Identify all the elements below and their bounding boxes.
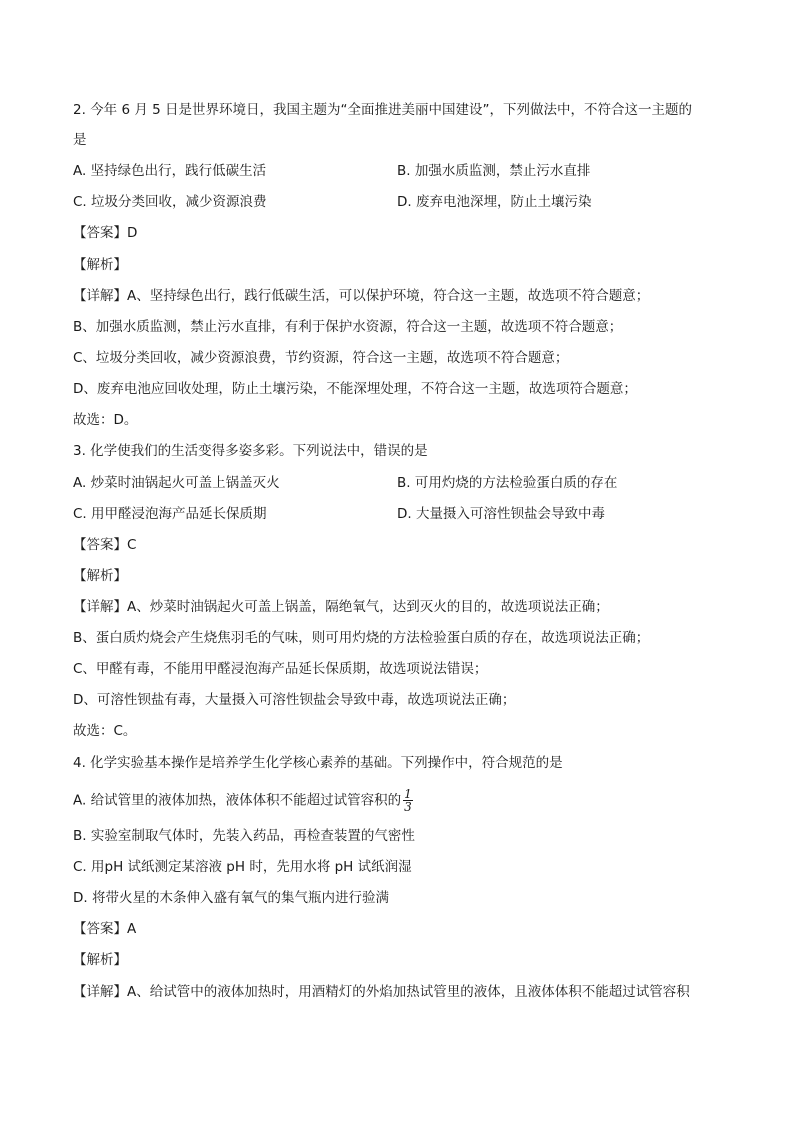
q2-detail-2: B、加强水质监测，禁止污水直排，有利于保护水资源，符合这一主题，故选项不符合题意；: [73, 319, 623, 335]
q3-analysis-label: 【解析】: [73, 568, 127, 584]
q3-detail-3: C、甲醛有毒，不能用甲醛浸泡海产品延长保质期，故选项说法错误；: [73, 661, 488, 677]
fraction-denominator: 3: [404, 800, 412, 814]
q3-answer: 【答案】C: [73, 537, 137, 553]
q4-analysis-label: 【解析】: [73, 952, 127, 968]
q4-option-a: [73, 788, 413, 813]
q3-conclusion: 故选：C。: [73, 723, 137, 739]
q2-stem-line2: 是: [73, 132, 87, 148]
fraction-numerator: 1: [404, 787, 412, 801]
q2-detail-4: D、废弃电池应回收处理，防止土壤污染，不能深埋处理，不符合这一主题，故选项符合题意；: [73, 381, 637, 397]
q3-detail-1: 【详解】A、炒菜时油锅起火可盖上锅盖，隔绝氧气，达到灭火的目的，故选项说法正确；: [73, 599, 609, 615]
q2-option-a: A. 坚持绿色出行，践行低碳生活: [73, 163, 267, 179]
q4-stem: 4. 化学实验基本操作是培养学生化学核心素养的基础。下列操作中，符合规范的是: [73, 755, 563, 771]
q2-option-b: B. 加强水质监测，禁止污水直排: [397, 163, 591, 179]
q4-option-c: C. 用pH 试纸测定某溶液 pH 时，先用水将 pH 试纸润湿: [73, 859, 412, 875]
one-third-fraction: [403, 788, 413, 813]
q3-option-a: A. 炒菜时油锅起火可盖上锅盖灭火: [73, 475, 280, 491]
q3-option-b: B. 可用灼烧的方法检验蛋白质的存在: [397, 475, 618, 491]
q2-option-c: C. 垃圾分类回收，减少资源浪费: [73, 194, 267, 210]
q3-detail-4: D、可溶性钡盐有毒，大量摄入可溶性钡盐会导致中毒，故选项说法正确；: [73, 692, 516, 708]
q3-option-c: C. 用甲醛浸泡海产品延长保质期: [73, 506, 267, 522]
q4-answer: 【答案】A: [73, 921, 137, 937]
q2-analysis-label: 【解析】: [73, 257, 127, 273]
q4-option-b: B. 实验室制取气体时，先装入药品，再检查装置的气密性: [73, 828, 415, 844]
q4-option-d: D. 将带火星的木条伸入盛有氧气的集气瓶内进行验满: [73, 890, 389, 906]
q2-detail-1: 【详解】A、坚持绿色出行，践行低碳生活，可以保护环境，符合这一主题，故选项不符合题意；: [73, 288, 650, 304]
q2-stem-line1: 2. 今年 6 月 5 日是世界环境日，我国主题为“全面推进美丽中国建设”，下列做法中，不符合这一主题的: [73, 102, 693, 118]
q3-stem: 3. 化学使我们的生活变得多姿多彩。下列说法中，错误的是: [73, 443, 428, 459]
q3-detail-2: B、蛋白质灼烧会产生烧焦羽毛的气味，则可用灼烧的方法检验蛋白质的存在，故选项说法正确；: [73, 630, 650, 646]
q2-detail-3: C、垃圾分类回收，减少资源浪费，节约资源，符合这一主题，故选项不符合题意；: [73, 350, 569, 366]
q2-conclusion: 故选：D。: [73, 412, 138, 428]
q3-option-d: D. 大量摄入可溶性钡盐会导致中毒: [397, 506, 605, 522]
q4-option-a-text: A. 给试管里的液体加热，液体体积不能超过试管容积的: [73, 792, 402, 809]
q2-answer: 【答案】D: [73, 225, 138, 241]
q2-option-d: D. 废弃电池深埋，防止土壤污染: [397, 194, 592, 210]
q4-detail-1: 【详解】A、给试管中的液体加热时，用酒精灯的外焰加热试管里的液体，且液体体积不能超过试管容积: [73, 984, 690, 1000]
